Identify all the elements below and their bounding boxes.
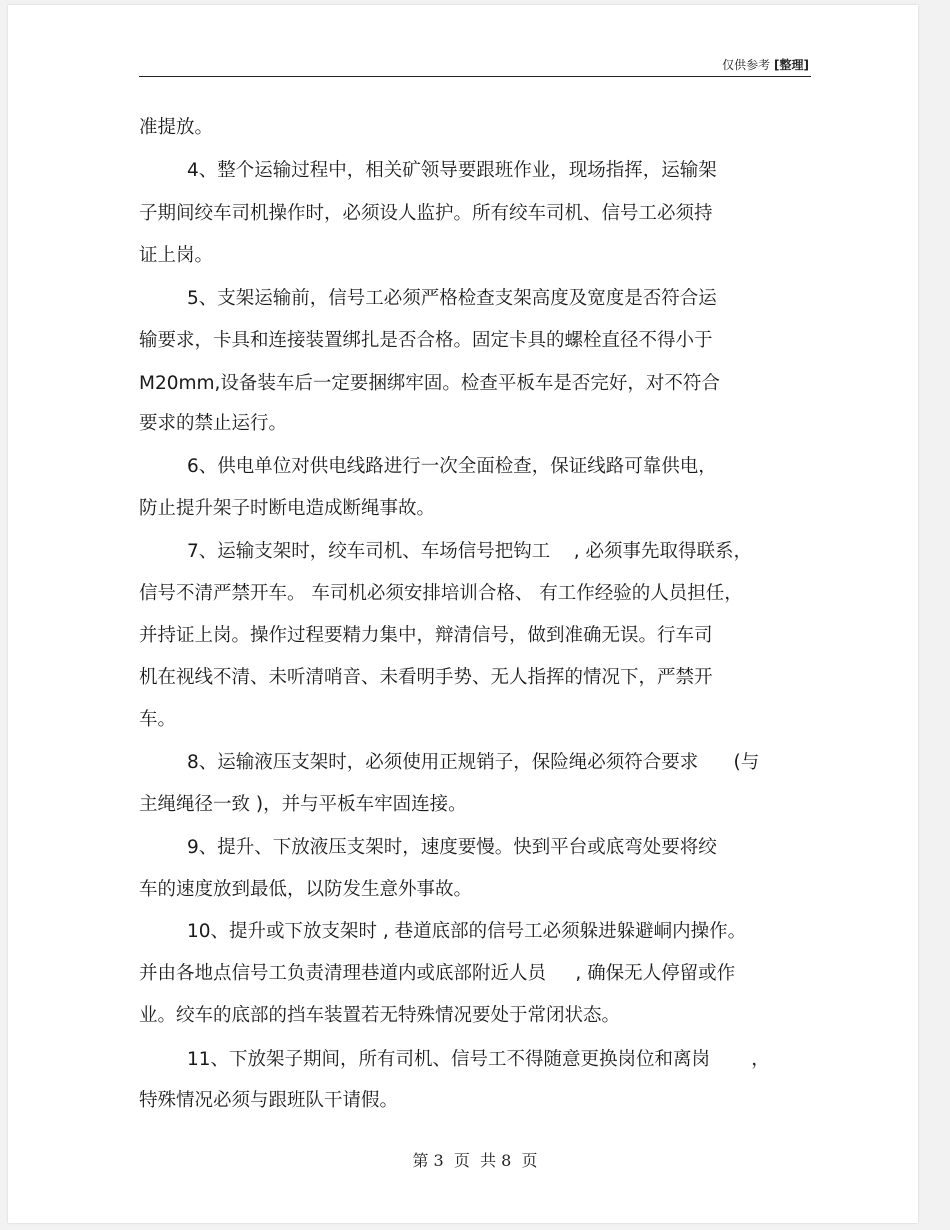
header-tag: [整理] <box>774 58 809 72</box>
body-line: M20mm,设备装车后一定要捆绑牢固。检查平板车是否完好，对不符合 <box>139 373 720 394</box>
body-line: 车的速度放到最低，以防发生意外事故。 <box>139 879 473 900</box>
body-line: 准提放。 <box>139 117 214 138</box>
body-line: 信号不清严禁开车。 车司机必须安排培训合格、 有工作经验的人员担任， <box>139 583 743 604</box>
body-line: 8、运输液压支架时，必须使用正规销子，保险绳必须符合要求 (与 <box>187 752 760 773</box>
body-line: 防止提升架子时断电造成断绳事故。 <box>139 498 436 519</box>
body-line: 车。 <box>139 709 177 730</box>
body-line: 要求的禁止运行。 <box>139 413 288 434</box>
body-line: 4、整个运输过程中，相关矿领导要跟班作业，现场指挥，运输架 <box>187 160 717 181</box>
body-line: 7、运输支架时，绞车司机、车场信号把钩工 , 必须事先取得联系， <box>187 541 753 562</box>
body-line: 5、支架运输前，信号工必须严格检查支架高度及宽度是否符合运 <box>187 288 717 309</box>
body-line: 输要求，卡具和连接装置绑扎是否合格。固定卡具的螺栓直径不得小于 <box>139 330 713 351</box>
header-label: 仅供参考 <box>722 58 771 72</box>
body-line: 证上岗。 <box>139 245 214 266</box>
body-line: 业。绞车的底部的挡车装置若无特殊情况要处于常闭状态。 <box>139 1005 621 1026</box>
body-line: 特殊情况必须与跟班队干请假。 <box>139 1090 399 1111</box>
body-line: 并由各地点信号工负责清理巷道内或底部附近人员 , 确保无人停留或作 <box>139 963 736 984</box>
body-line: 主绳绳径一致 )，并与平板车牢固连接。 <box>139 794 467 815</box>
body-line: 11、下放架子期间，所有司机、信号工不得随意更换岗位和离岗 ， <box>187 1049 770 1070</box>
body-line: 10、提升或下放支架时 , 巷道底部的信号工必须躲进躲避峒内操作。 <box>187 921 747 942</box>
document-page <box>8 5 918 1223</box>
body-line: 机在视线不清、未听清哨音、未看明手势、无人指挥的情况下，严禁开 <box>139 667 713 688</box>
header-text <box>722 56 809 73</box>
body-line: 9、提升、下放液压支架时，速度要慢。快到平台或底弯处要将绞 <box>187 837 717 858</box>
body-line: 子期间绞车司机操作时，必须设人监护。所有绞车司机、信号工必须持 <box>139 203 713 224</box>
body-line: 并持证上岗。操作过程要精力集中，辩清信号，做到准确无误。行车司 <box>139 625 713 646</box>
page-footer: 第 3 页 共 8 页 <box>412 1151 538 1170</box>
body-line: 6、供电单位对供电线路进行一次全面检查，保证线路可靠供电， <box>187 456 717 477</box>
page-header <box>139 56 811 77</box>
